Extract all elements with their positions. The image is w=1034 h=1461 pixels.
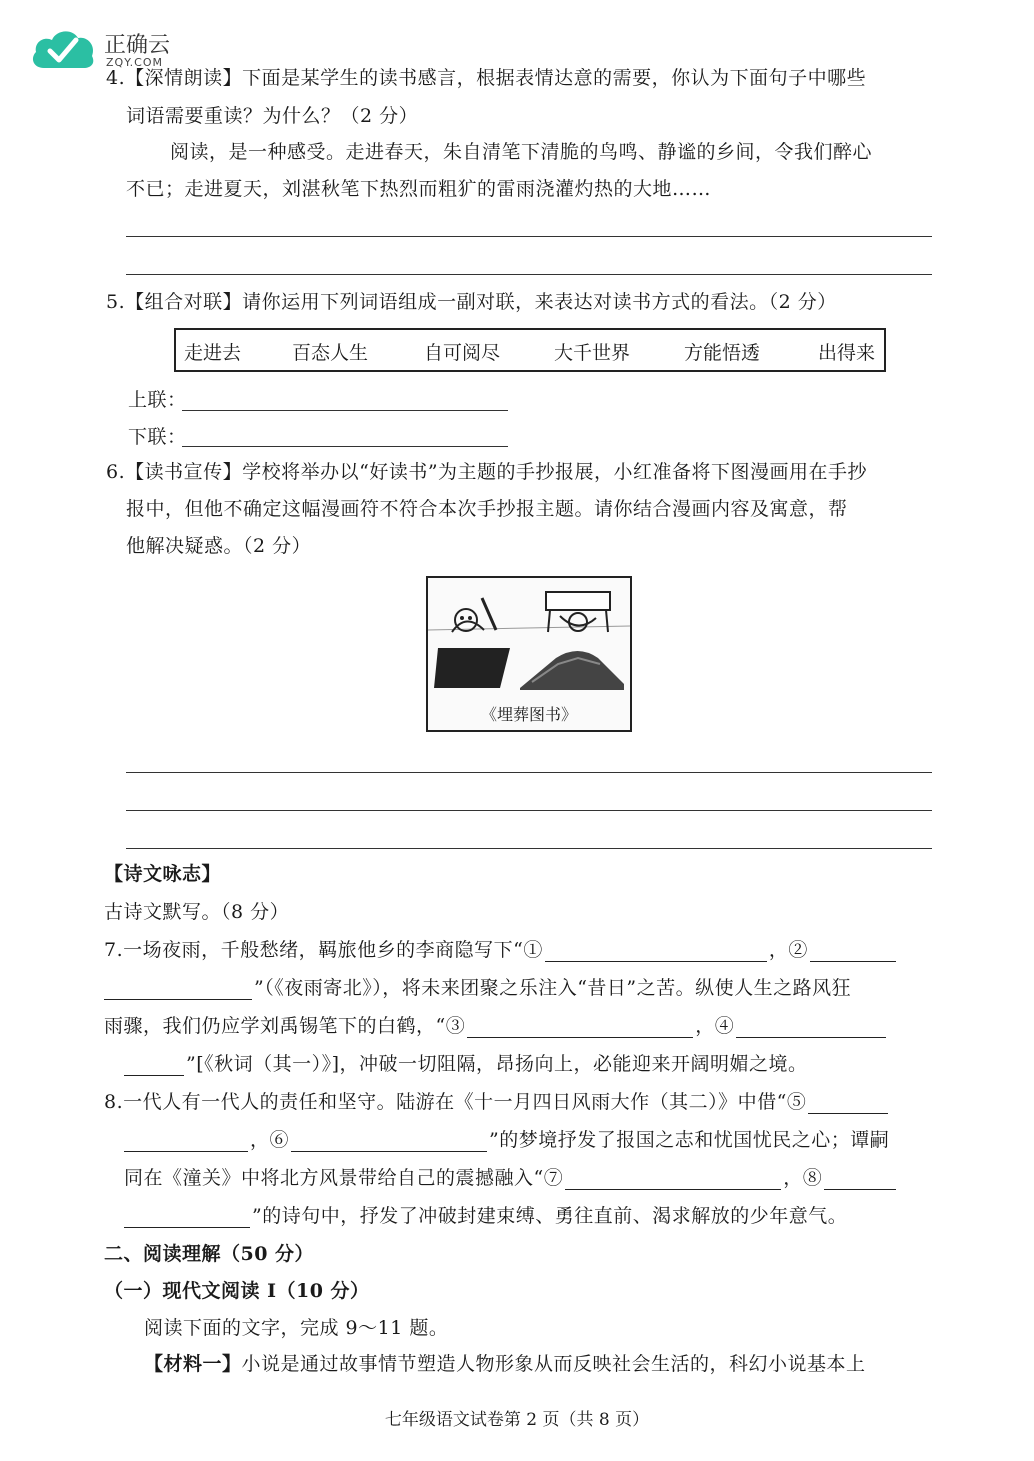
cartoon-caption: 《埋葬图书》	[480, 705, 577, 724]
q8-line4: ”的诗句中，抒发了冲破封建束缚、勇往直前、渴求解放的少年意气。	[104, 1204, 847, 1228]
upper-couplet-label: 上联：	[128, 389, 187, 411]
brand-logo	[30, 22, 190, 72]
brand-domain: ZQY.COM	[106, 56, 164, 69]
answer-line	[126, 810, 932, 811]
word-item: 走进去	[184, 342, 242, 364]
blank-8-cont	[124, 1207, 250, 1228]
word-item: 方能悟透	[684, 342, 761, 364]
q6-line3: 他解决疑惑。（2 分）	[126, 535, 312, 557]
q6-line2: 报中，但他不确定这幅漫画符不符合本次手抄报主题。请你结合漫画内容及寓意，帮	[126, 498, 848, 520]
blank-2	[810, 941, 896, 962]
blank-7	[565, 1169, 781, 1190]
lower-couplet-label: 下联：	[128, 426, 187, 448]
section-heading-reading: 二、阅读理解（50 分）	[104, 1243, 315, 1265]
answer-line	[126, 772, 932, 773]
reading-intro: 阅读下面的文字，完成 9～11 题。	[144, 1317, 449, 1339]
q4-quote2: 不已；走进夏天，刘湛秋笔下热烈而粗犷的雷雨浇灌灼热的大地……	[126, 178, 712, 200]
brand-name: 正确云	[104, 33, 171, 58]
q8-line2: ，⑥ ”的梦境抒发了报国之志和忧国忧民之心；谭嗣	[104, 1128, 889, 1152]
q8-line3: 同在《潼关》中将北方风景带给自己的震撼融入“⑦ ，⑧	[104, 1166, 898, 1190]
blank-6	[291, 1131, 487, 1152]
answer-line	[126, 848, 932, 849]
q4-line1: 4.【深情朗读】下面是某学生的读书感言，根据表情达意的需要，你认为下面句子中哪些	[106, 67, 867, 89]
answer-line	[126, 236, 932, 237]
blank-1	[545, 941, 767, 962]
subsection-heading: （一）现代文阅读 Ⅰ（10 分）	[104, 1280, 370, 1302]
q7-line2: ”（《夜雨寄北》），将未来团聚之乐注入“昔日”之苦。纵使人生之路风狂	[104, 976, 851, 1000]
q7-line1: 7.一场夜雨，千般愁绪，羁旅他乡的李商隐写下“① ，②	[104, 938, 898, 962]
blank-2-cont	[104, 979, 252, 1000]
q5-line1: 5.【组合对联】请你运用下列词语组成一副对联，来表达对读书方式的看法。（2 分）	[106, 291, 837, 313]
q7-line4: ”[《秋词（其一）》]，冲破一切阻隔，昂扬向上，必能迎来开阔明媚之境。	[104, 1052, 808, 1076]
q4-quote1: 阅读，是一种感受。走进春天，朱自清笔下清脆的鸟鸣、静谧的乡间，令我们醉心	[170, 141, 873, 163]
word-item: 大千世界	[554, 342, 631, 364]
material-one	[144, 1352, 866, 1376]
q6-line1: 6.【读书宣传】学校将举办以“好读书”为主题的手抄报展，小红准备将下图漫画用在手抄	[106, 461, 868, 483]
page-footer: 七年级语文试卷第 2 页（共 8 页）	[384, 1410, 650, 1430]
poetry-intro: 古诗文默写。（8 分）	[104, 901, 290, 923]
cartoon-image	[426, 576, 632, 732]
material-label: 【材料一】	[144, 1353, 242, 1375]
section-heading-poetry: 【诗文咏志】	[104, 863, 222, 885]
word-item: 百态人生	[292, 342, 369, 364]
word-item: 出得来	[818, 342, 876, 364]
cartoon-drawing	[428, 578, 630, 702]
blank-5-cont	[124, 1131, 248, 1152]
q4-line2: 词语需要重读？为什么？（2 分）	[126, 105, 419, 127]
material-text: 小说是通过故事情节塑造人物形象从而反映社会生活的，科幻小说基本上	[241, 1353, 866, 1375]
blank-8	[824, 1169, 896, 1190]
lower-couplet-line	[182, 446, 508, 447]
upper-couplet-line	[182, 410, 508, 411]
blank-4-cont	[124, 1055, 184, 1076]
q8-line1: 8.一代人有一代人的责任和坚守。陆游在《十一月四日风雨大作（其二）》中借“⑤	[104, 1090, 890, 1114]
word-item: 自可阅尽	[424, 342, 501, 364]
blank-3	[467, 1017, 693, 1038]
answer-line	[126, 274, 932, 275]
cloud-check-icon	[30, 26, 96, 70]
q7-line3: 雨骤，我们仍应学刘禹锡笔下的白鹤，“③ ，④	[104, 1014, 888, 1038]
blank-5	[808, 1093, 888, 1114]
blank-4	[736, 1017, 886, 1038]
word-box	[174, 328, 886, 372]
